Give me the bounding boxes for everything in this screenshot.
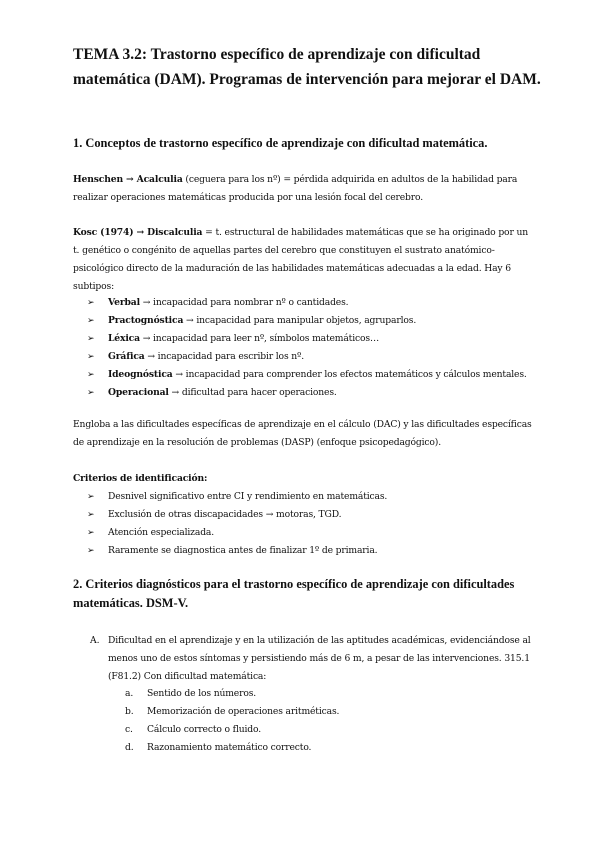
- list-item: c. Cálculo correcto o fluido.: [125, 724, 262, 735]
- list-item: ➢ Desnivel significativo entre CI y rendimiento en matemáticas.: [73, 488, 543, 506]
- list-item: ➢ Practognóstica → incapacidad para manipular objetos, agruparlos.: [73, 312, 543, 330]
- criterion-a-marker: A.: [90, 635, 100, 646]
- arrow-bullet-icon: ➢: [87, 492, 95, 502]
- document-title: TEMA 3.2: Trastorno específico de aprendizaje con dificultad matemática (DAM). Programas de intervención para mejorar el DAM.: [73, 46, 541, 88]
- arrow-bullet-icon: ➢: [87, 316, 95, 326]
- kosc-text: = t. estructural de habilidades matemáticas que se ha originado por un t. genético o congénito de aquellas partes del cerebro que constituyen el sustrato anatómico-psicológico directo de la maduración de las habilidades matemáticas adecuadas a la edad. Hay 6 subtipos:: [73, 227, 528, 292]
- arrow-bullet-icon: ➢: [87, 370, 95, 380]
- henschen-term: Henschen → Acalculia: [73, 174, 183, 185]
- list-item: ➢ Atención especializada.: [73, 524, 543, 542]
- subtypes-list: [73, 294, 543, 402]
- criterion-a: [90, 632, 550, 686]
- arrow-bullet-icon: ➢: [87, 528, 95, 538]
- section-2-heading: 2. Criterios diagnósticos para el trastorno específico de aprendizaje con dificultades matemáticas. DSM-V.: [73, 577, 515, 610]
- arrow-bullet-icon: ➢: [87, 510, 95, 520]
- list-item: ➢ Léxica → incapacidad para leer nº, símbolos matemáticos…: [73, 330, 543, 348]
- kosc-paragraph: [73, 224, 533, 296]
- list-item: ➢ Ideognóstica → incapacidad para comprender los efectos matemáticos y cálculos mentales.: [73, 366, 543, 384]
- list-item: ➢ Operacional → dificultad para hacer operaciones.: [73, 384, 543, 402]
- criteria-heading: Criterios de identificación:: [73, 473, 208, 484]
- engloba-paragraph: Engloba a las dificultades específicas de aprendizaje en el cálculo (DAC) y las dificultades específicas de aprendizaje en la resolución de problemas (DASP) (enfoque psicopedagógico).: [73, 419, 532, 448]
- kosc-term: Kosc (1974) → Discalculia: [73, 227, 203, 238]
- list-item: ➢ Gráfica → incapacidad para escribir los nº.: [73, 348, 543, 366]
- list-item: a. Sentido de los números.: [125, 688, 257, 699]
- arrow-bullet-icon: ➢: [87, 334, 95, 344]
- arrow-bullet-icon: ➢: [87, 298, 95, 308]
- list-item: ➢ Raramente se diagnostica antes de finalizar 1º de primaria.: [73, 542, 543, 560]
- list-item: ➢ Exclusión de otras discapacidades → motoras, TGD.: [73, 506, 543, 524]
- section-1-heading: 1. Conceptos de trastorno específico de aprendizaje con dificultad matemática.: [73, 136, 488, 150]
- arrow-bullet-icon: ➢: [87, 388, 95, 398]
- arrow-bullet-icon: ➢: [87, 546, 95, 556]
- sublist: [125, 685, 525, 757]
- henschen-text: (ceguera para los nº) = pérdida adquirida en adultos de la habilidad para realizar operaciones matemáticas producida por una lesión focal del cerebro.: [73, 174, 518, 203]
- arrow-bullet-icon: ➢: [87, 352, 95, 362]
- list-item: d. Razonamiento matemático correcto.: [125, 742, 312, 753]
- criterion-a-text: Dificultad en el aprendizaje y en la utilización de las aptitudes académicas, evidenciándose al menos uno de estos síntomas y persistiendo más de 6 m, a pesar de las intervenciones. 315.1 (F81.2) Con dificultad matemática:: [108, 635, 531, 682]
- list-item: b. Memorización de operaciones aritméticas.: [125, 706, 340, 717]
- list-item: ➢ Verbal → incapacidad para nombrar nº o cantidades.: [73, 294, 543, 312]
- criteria-list: [73, 488, 543, 560]
- henschen-paragraph: [73, 171, 533, 207]
